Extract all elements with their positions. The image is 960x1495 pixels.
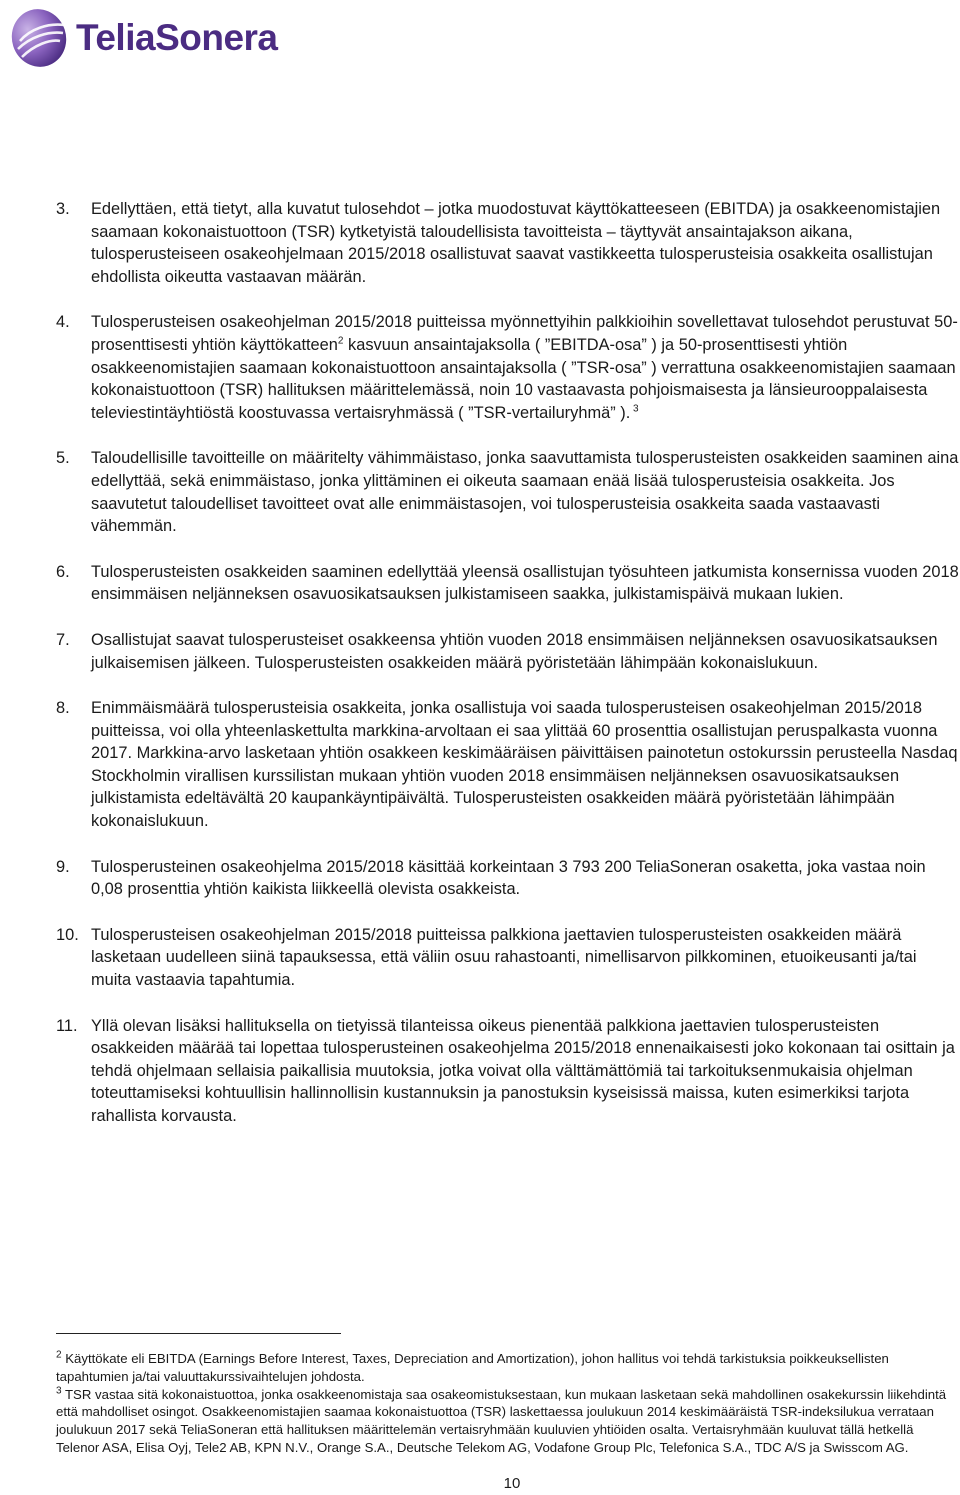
item-text: Tulosperusteisen osakeohjelman 2015/2018 puitteissa myönnettyihin palkkioihin sovellettavat tulosehdot perustuvat 50-prosenttisesti yhtiön käyttökatteen xyxy=(91,313,958,354)
list-item xyxy=(56,856,960,901)
list-item xyxy=(56,629,960,674)
footnote-ref: 2 xyxy=(337,335,344,347)
list-item xyxy=(56,447,960,537)
list-item xyxy=(56,198,960,288)
brand-name: TeliaSonera xyxy=(76,17,278,58)
item-text: Enimmäismäärä tulosperusteisia osakkeita, jonka osallistuja voi saada tulosperusteisen osakeohjelman 2015/2018 puitteissa, voi olla yhteenlaskettulta markkina-arvoltaan ei saa ylittää 60 prosenttia osallistujan peruspalkasta vuonna 2017. Markkina-arvo lasketaan yhtiön osakkeen keskimääräisen päivittäisen painotetun ostokurssin perusteella Nasdaq Stockholmin virallisen kurssilistan mukaan yhtiön vuoden 2018 ensimmäisen neljänneksen osavuosikatsauksen julkistamista edeltävältä 20 kaupankäyntipäivältä. Tulosperusteisten osakkeiden määrä pyöristetään lähimpään kokonaislukuun. xyxy=(91,699,958,831)
list-item xyxy=(56,561,960,606)
footnote xyxy=(56,1386,960,1457)
item-number: 5. xyxy=(56,449,70,468)
item-text: Tulosperusteisten osakkeiden saaminen edellyttää yleensä osallistujan työsuhteen jatkumista konsernissa vuoden 2018 ensimmäisen neljänneksen osavuosikatsauksen julkistamiseen saakka, julkistamispäivä mukaan lukien. xyxy=(91,562,959,604)
telia-sonera-logo xyxy=(8,6,278,70)
item-text: kasvuun ansaintajaksolla ( ”EBITDA-osa” ) ja 50-prosenttisesti yhtiön osakkeenomistajien saamaan kokonaistuottoon ansaintajaksolla ( ”TSR-osa” ) verrattuna osakkeenomistajien saamaan kokonaistuottoon (TSR) hallituksen määrittelemässä, noin 10 vastaavasta pohjoismaisesta ja länsieurooppalaisesta televiestintäyhtiöstä koostuvassa vertaisryhmässä ( ”TSR-vertailuryhmä” ). xyxy=(91,335,956,422)
page-number: 10 xyxy=(503,1475,521,1492)
item-text: Taloudellisille tavoitteille on määritelty vähimmäistaso, jonka saavuttamista tulosperusteisten osakkeiden saaminen aina edellyttää, sekä enimmäistaso, jonka ylittäminen ei oikeuta saamaan enää lisää tulosperusteisia osakkeita. Jos saavutetut taloudelliset tavoitteet ovat alle enimmäistasojen, voi tulosperusteisia osakkeita saada vastaavasti vähemmän. xyxy=(91,449,959,536)
item-text: Yllä olevan lisäksi hallituksella on tietyissä tilanteissa oikeus pienentää palkkiona jaettavien tulosperusteisten osakkeiden määrää tai lopettaa tulosperusteinen osakeohjelma 2015/2018 ennenaikaisesti joko kokonaan tai osittain ja tehdä ohjelmaan sellaisia paikallisia muutoksia, jotka voivat olla välttämättömiä tai tarkoituksenmukaisia ohjelman toteuttamiseksi kohtuullisin hallinnollisin kustannuksin ja panostuksin kyseisissä maissa, kuten esimerkiksi tarjota rahallista korvausta. xyxy=(91,1016,955,1125)
item-number: 6. xyxy=(56,562,70,581)
list-item xyxy=(56,697,960,833)
item-text: Tulosperusteinen osakeohjelma 2015/2018 käsittää korkeintaan 3 793 200 TeliaSoneran osaketta, joka vastaa noin 0,08 prosenttia yhtiön kaikista liikkeellä olevista osakkeista. xyxy=(91,857,926,899)
list-item xyxy=(56,311,960,424)
item-number: 9. xyxy=(56,857,70,876)
item-text: Osallistujat saavat tulosperusteiset osakkeensa yhtiön vuoden 2018 ensimmäisen neljänneksen osavuosikatsauksen julkaisemisen jälkeen. Tulosperusteisten osakkeiden määrä pyöristetään lähimpään kokonaislukuun. xyxy=(91,630,938,672)
footnote-ref: 3 xyxy=(630,403,639,415)
footnote-mark: 2 xyxy=(56,1349,62,1361)
item-number: 3. xyxy=(56,200,70,218)
telia-pebble-icon xyxy=(8,7,70,69)
footnote-mark: 3 xyxy=(56,1385,62,1397)
list-item xyxy=(56,1015,960,1128)
item-text: Edellyttäen, että tietyt, alla kuvatut tulosehdot – jotka muodostuvat käyttökatteeseen (EBITDA) ja osakkeenomistajien saamaan kokonaistuottoon (TSR) kytketyistä taloudellisista tavoitteista – täyttyvät ansaintajakson aikana, tulosperusteiseen osakeohjelmaan 2015/2018 osallistuvat saavat vastikkeetta tulosperusteisia osakkeita osallistujan ehdollista oikeutta vastaavan määrän. xyxy=(91,200,941,286)
item-number: 10. xyxy=(56,925,79,944)
item-number: 4. xyxy=(56,313,70,332)
item-number: 8. xyxy=(56,699,70,718)
footnote-divider xyxy=(56,1333,341,1334)
list-item xyxy=(56,924,960,992)
footnote xyxy=(56,1350,960,1386)
footnotes xyxy=(56,1350,960,1457)
item-number: 7. xyxy=(56,630,70,649)
item-number: 11. xyxy=(56,1016,78,1035)
terms-list xyxy=(56,198,960,1128)
footnote-text: TSR vastaa sitä kokonaistuottoa, jonka osakkeenomistaja saa osakeomistuksestaan, kun mukaan lasketaan sekä mahdollinen osakekurssin liikehdintä että mahdolliset osingot. Osakkeenomistajien saamaa kokonaistuottoa (TSR) laskettaessa joulukuun 2014 keskimääräistä TSR-indeksilukua verrataan joulukuun 2017 sekä TeliaSoneran että hallituksen määrittelemän vertaisryhmään kuuluvien yhtiöiden osalta. Vertaisryhmään kuuluvat tällä hetkellä Telenor ASA, Elisa Oyj, Tele2 AB, KPN N.V., Orange S.A., Deutsche Telekom AG, Vodafone Group Plc, Telefonica S.A., TDC A/S ja Swisscom AG. xyxy=(56,1386,947,1455)
item-text: Tulosperusteisen osakeohjelman 2015/2018 puitteissa palkkiona jaettavien tulosperusteisten osakkeiden määrä lasketaan uudelleen siinä tapauksessa, että väliin osuu rahastoanti, nimellisarvon pilkkominen, etuoikeusanti ja/tai muita vastaavia tapahtumia. xyxy=(91,925,917,990)
footnote-text: Käyttökate eli EBITDA (Earnings Before Interest, Taxes, Depreciation and Amortization), johon hallitus voi tehdä tarkistuksia poikkeuksellisten tapahtumien ja/tai valuuttakurssivaihtelujen johdosta. xyxy=(56,1351,889,1384)
